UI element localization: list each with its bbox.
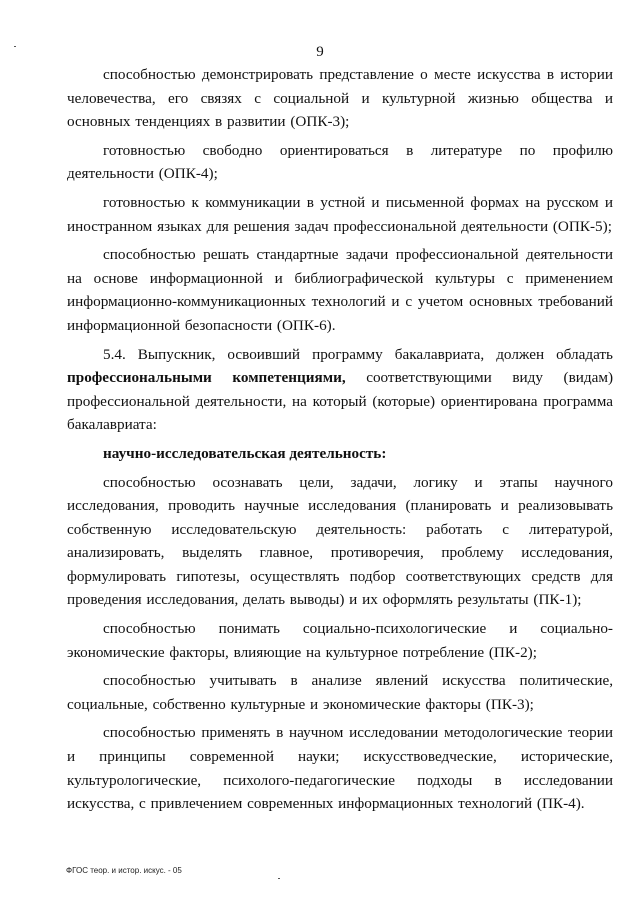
scan-speck: [278, 878, 280, 879]
section-5-4-rest: соответствующими виду (видам) профессиональной деятельности, на который (которые) ориентирована программа бакалавриата:: [67, 369, 614, 434]
paragraph-pk-1: способностью осознавать цели, задачи, логику и этапы научного исследования, проводить научные исследования (планировать и реализовывать собственную исследовательскую деятельность: работать с литературой, анализировать, выделять главное, противоречия, проблему исследования, формулировать гипотезы, осуществлять подбор соответствующих средств для проведения исследования, делать выводы) и их оформлять результаты (ПК-1);: [67, 473, 613, 609]
paragraph-opk-3: способностью демонстрировать представление о месте искусства в истории человечества, его связях с социальной и культурной жизнью общества и основных тенденциях в развитии (ОПК-3);: [67, 66, 613, 131]
section-5-4-bold-term: профессиональными компетенциями,: [67, 369, 346, 387]
paragraph-pk-4: способностью применять в научном исследовании методологические теории и принципы современной науки; искусствоведческие, исторические, культурологические, психолого-педагогические подходы в исследовании искусства, с привлечением современных информационных технологий (ПК-4).: [67, 724, 613, 813]
paragraph-section-5-4: [67, 343, 613, 437]
paragraph-opk-6: способностью решать стандартные задачи профессиональной деятельности на основе информационной и библиографической культуры с применением информационно-коммуникационных технологий и с учетом основных требований информационной безопасности (ОПК-6).: [67, 246, 613, 334]
page-body: [67, 63, 613, 821]
paragraph-pk-2: способностью понимать социально-психологические и социально-экономические факторы, влияющие на культурное потребление (ПК-2);: [67, 620, 613, 661]
paragraph-opk-5: готовностью к коммуникации в устной и письменной формах на русском и иностранном языках для решения задач профессиональной деятельности (ОПК-5);: [67, 193, 613, 235]
paragraph-pk-3: способностью учитывать в анализе явлений искусства политические, социальные, собственно культурные и экономические факторы (ПК-3);: [67, 672, 613, 713]
paragraph-opk-4: готовностью свободно ориентироваться в литературе по профилю деятельности (ОПК-4);: [67, 141, 613, 183]
page-footer: ФГОС теор. и истор. искус. - 05: [66, 866, 182, 875]
heading-research-activity: научно-исследовательская деятельность:: [103, 444, 387, 462]
scan-speck: [14, 46, 16, 47]
page-number: 9: [316, 44, 324, 60]
section-5-4-intro: 5.4. Выпускник, освоивший программу бакалавриата, должен обладать: [103, 345, 613, 363]
